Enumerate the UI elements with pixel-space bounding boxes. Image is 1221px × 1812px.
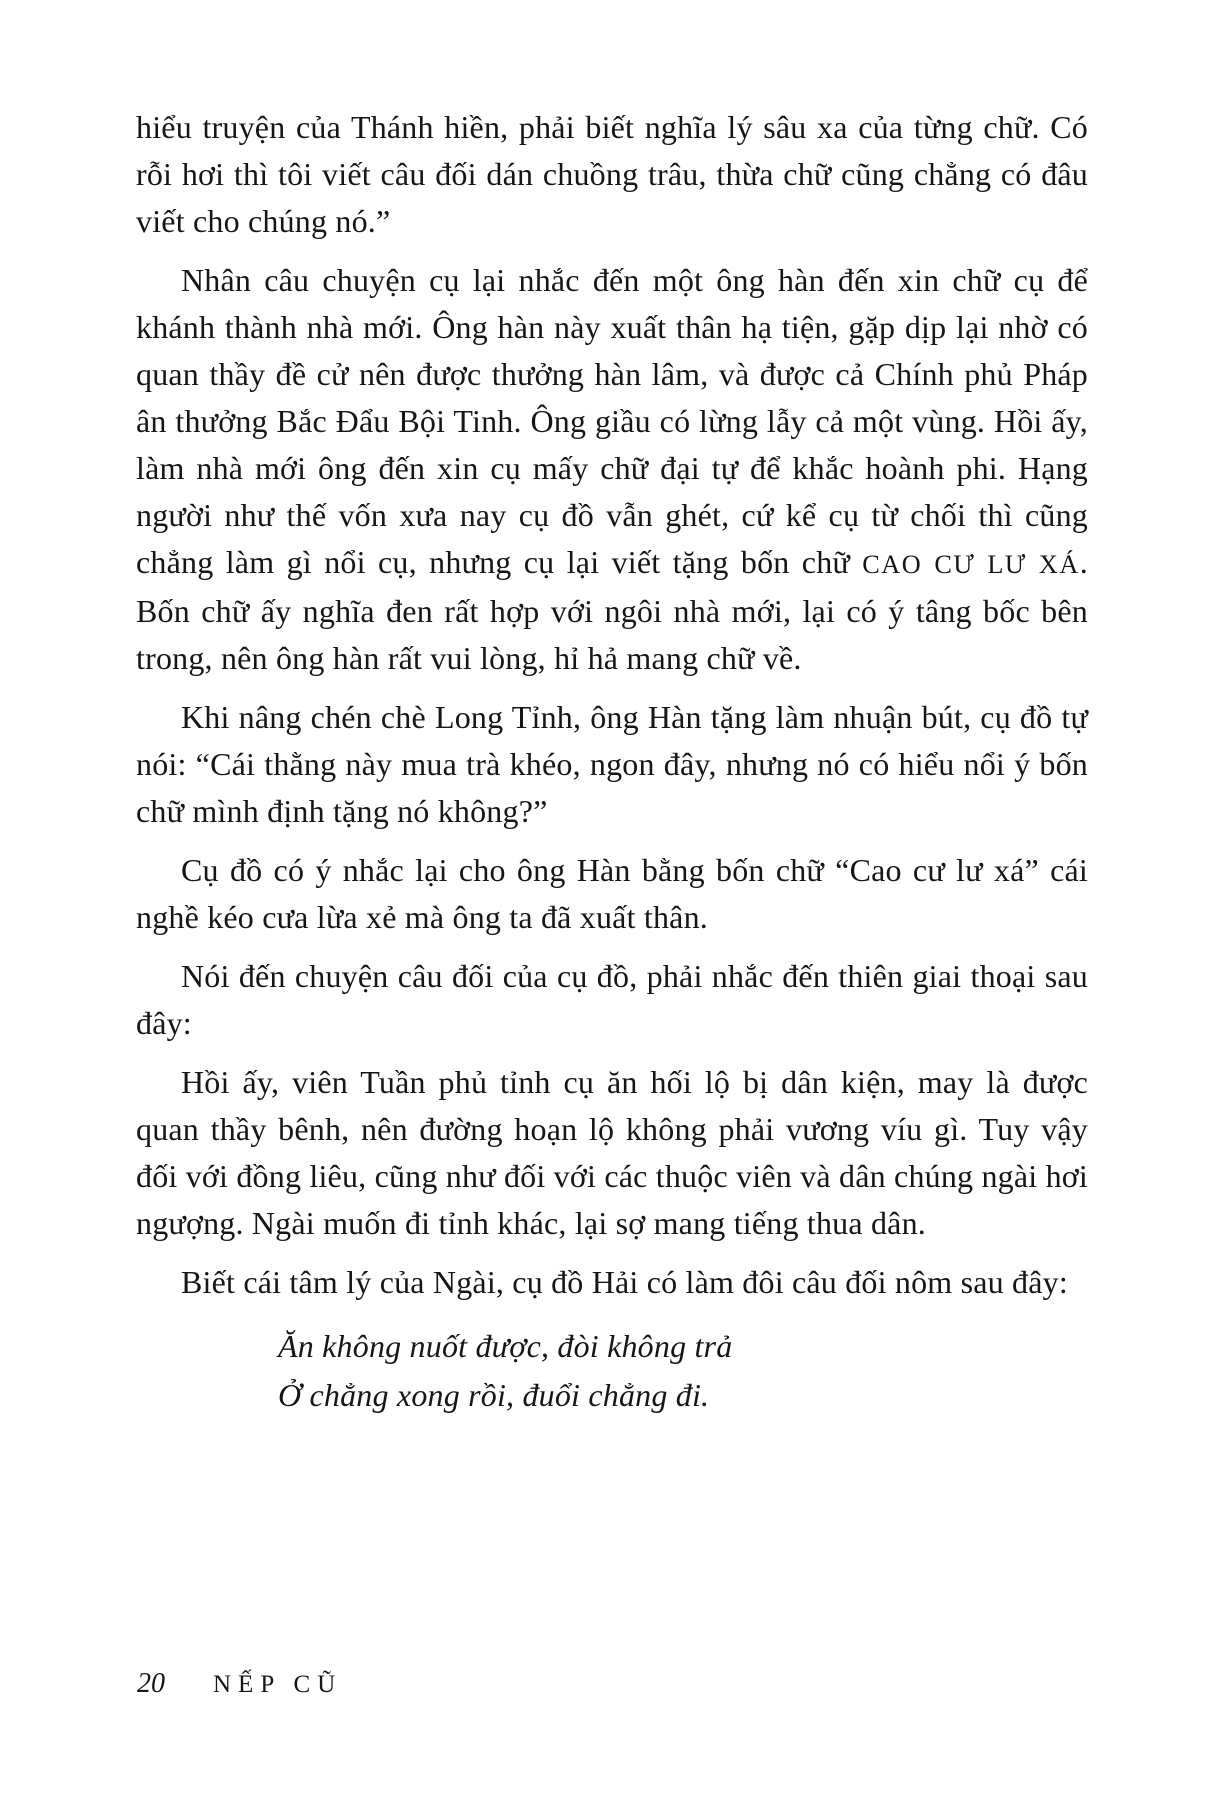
page-number: 20 <box>137 1668 165 1699</box>
couplet-line: Ăn không nuốt được, đòi không trả <box>278 1328 733 1364</box>
paragraph: Khi nâng chén chè Long Tỉnh, ông Hàn tặng làm nhuận bút, cụ đồ tự nói: “Cái thằng này mua trà khéo, ngon đây, nhưng nó có hiểu nổi ý bốn chữ mình định tặng nó không?” <box>136 699 1088 829</box>
couplet <box>136 1322 1088 1420</box>
paragraph: Biết cái tâm lý của Ngài, cụ đồ Hải có làm đôi câu đối nôm sau đây: <box>181 1264 1068 1300</box>
paragraph: Cụ đồ có ý nhắc lại cho ông Hàn bằng bốn chữ “Cao cư lư xá” cái nghề kéo cưa lừa xẻ mà ông ta đã xuất thân. <box>136 852 1088 935</box>
paragraph: Nói đến chuyện câu đối của cụ đồ, phải nhắc đến thiên giai thoại sau đây: <box>136 958 1088 1041</box>
caps-phrase: CAO CƯ LƯ XÁ <box>862 550 1080 579</box>
paragraph-text-after: . Bốn chữ ấy nghĩa đen rất hợp với ngôi nhà mới, lại có ý tâng bốc bên trong, nên ông hàn rất vui lòng, hỉ hả mang chữ về. <box>136 544 1088 676</box>
paragraph: hiểu truyện của Thánh hiền, phải biết nghĩa lý sâu xa của từng chữ. Có rỗi hơi thì tôi viết câu đối dán chuồng trâu, thừa chữ cũng chẳng có đâu viết cho chúng nó.” <box>136 109 1088 239</box>
paragraph: Hồi ấy, viên Tuần phủ tỉnh cụ ăn hối lộ bị dân kiện, may là được quan thầy bênh, nên đường hoạn lộ không phải vương víu gì. Tuy vậy đối với đồng liêu, cũng như đối với các thuộc viên và dân chúng ngài hơi ngượng. Ngài muốn đi tỉnh khác, lại sợ mang tiếng thua dân. <box>136 1064 1088 1241</box>
page-footer <box>137 1668 342 1700</box>
paragraph <box>136 257 1088 682</box>
paragraph-text-before: Nhân câu chuyện cụ lại nhắc đến một ông hàn đến xin chữ cụ để khánh thành nhà mới. Ông hàn này xuất thân hạ tiện, gặp dịp lại nhờ có quan thầy đề cử nên được thưởng hàn lâm, và được cả Chính phủ Pháp ân thưởng Bắc Đẩu Bội Tinh. Ông giầu có lừng lẫy cả một vùng. Hồi ấy, làm nhà mới ông đến xin cụ mấy chữ đại tự để khắc hoành phi. Hạng người như thế vốn xưa nay cụ đồ vẫn ghét, cứ kể cụ từ chối thì cũng chẳng làm gì nổi cụ, nhưng cụ lại viết tặng bốn chữ <box>136 262 1088 580</box>
couplet-line: Ở chẳng xong rồi, đuổi chẳng đi. <box>278 1377 710 1413</box>
body-text <box>136 104 1088 1420</box>
running-title: NẾP CŨ <box>213 1671 343 1698</box>
